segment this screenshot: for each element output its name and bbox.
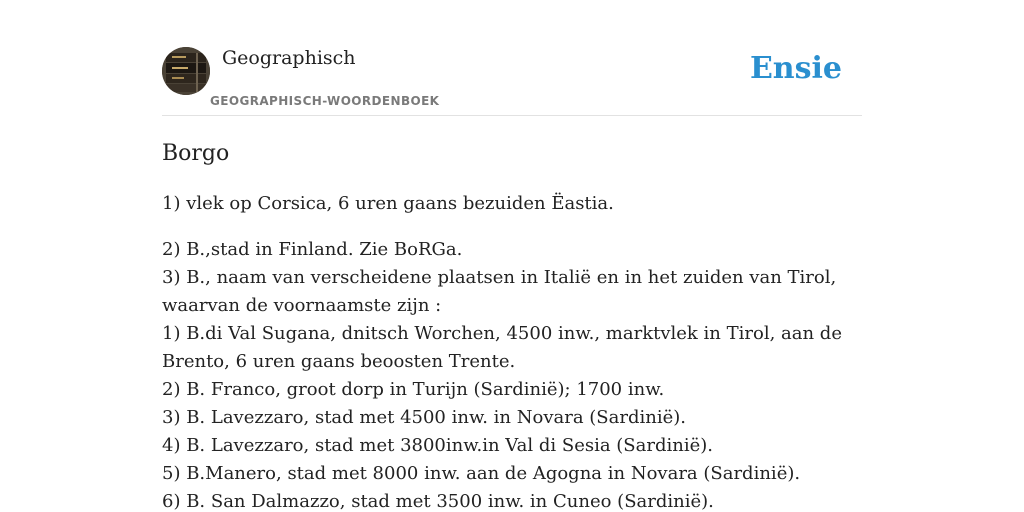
source-name[interactable]: Geographisch [222,47,356,69]
header-divider [162,115,862,116]
book-spines-icon [162,47,210,95]
article-line: 2) B.,stad in Finland. Zie BoRGa. [162,239,463,260]
article-lines [162,236,862,512]
article-line: 3) B. Lavezzaro, stad met 4500 inw. in Novara (Sardinië). [162,407,687,428]
article-line: 2) B. Franco, groot dorp in Turijn (Sardinië); 1700 inw. [162,379,665,400]
article [162,138,862,512]
article-title: Borgo [162,141,230,166]
source-avatar[interactable] [162,47,210,95]
header [162,0,862,116]
article-line: 3) B., naam van verscheidene plaatsen in Italië en in het zuiden van Tirol, waarvan de voornaamste zijn : [162,267,837,316]
article-first-paragraph: 1) vlek op Corsica, 6 uren gaans bezuiden Ëastia. [162,193,614,214]
ensie-logo[interactable]: Ensie [749,51,842,86]
article-line: 4) B. Lavezzaro, stad met 3800inw.in Val di Sesia (Sardinië). [162,435,714,456]
article-line: 5) B.Manero, stad met 8000 inw. aan de Agogna in Novara (Sardinië). [162,463,801,484]
article-line: 1) B.di Val Sugana, dnitsch Worchen, 4500 inw., marktvlek in Tirol, aan de Brento, 6 uren gaans beoosten Trente. [162,323,842,372]
source-subtitle[interactable]: GEOGRAPHISCH-WOORDENBOEK [210,94,440,108]
article-line: 6) B. San Dalmazzo, stad met 3500 inw. in Cuneo (Sardinië). [162,491,714,512]
